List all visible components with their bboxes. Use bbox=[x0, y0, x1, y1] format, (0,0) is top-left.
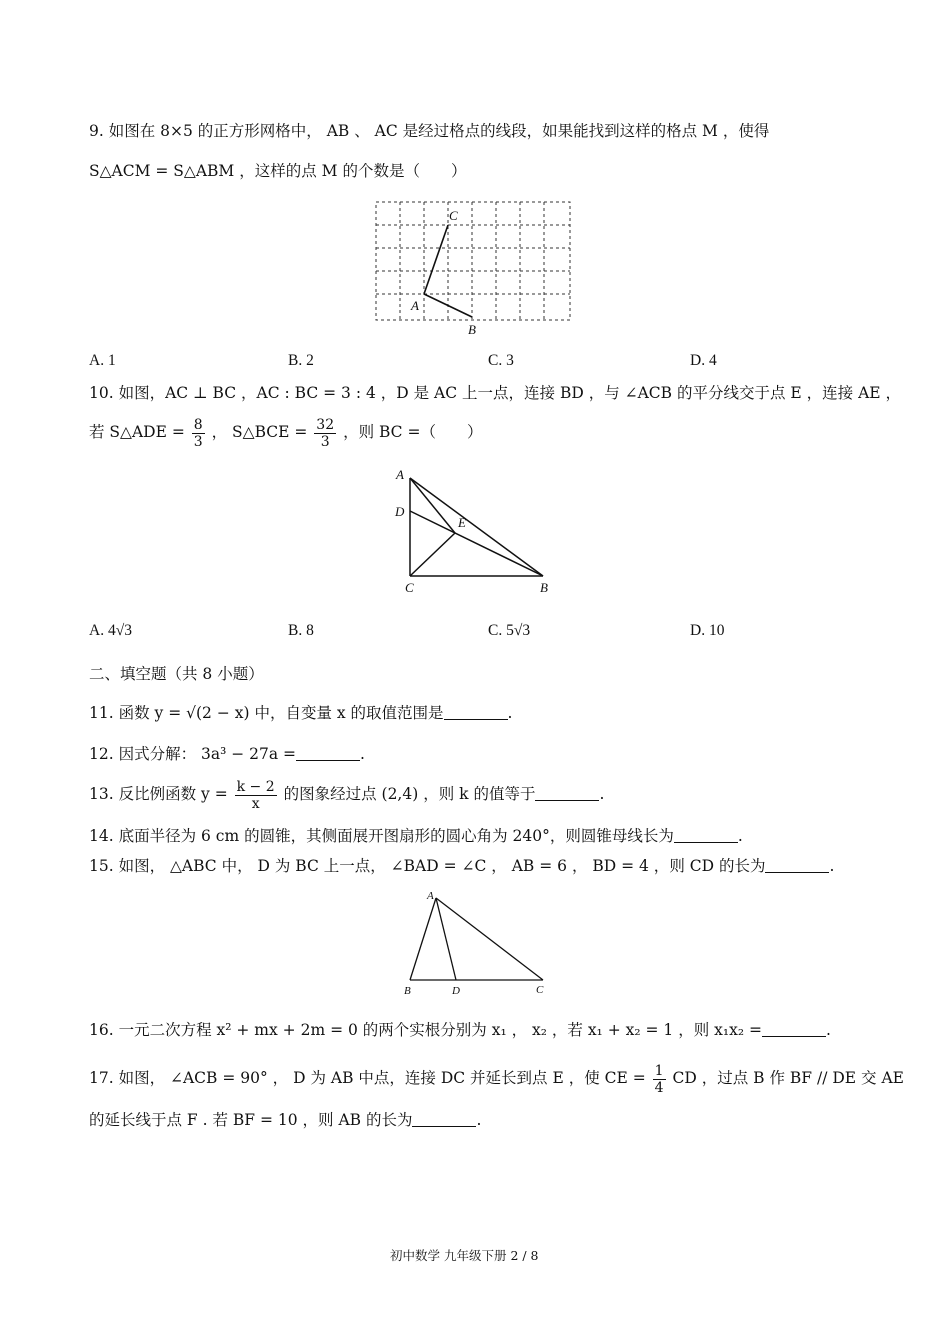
q9-line2: S△ACM = S△ABM ，这样的点 M 的个数是（ ） bbox=[89, 162, 467, 180]
q10-triangle-figure bbox=[390, 466, 560, 596]
q12-text: 12. 因式分解： 3a³ − 27a = bbox=[89, 745, 297, 763]
q10-frac1 bbox=[192, 417, 205, 450]
q14-text: 14. 底面半径为 6 cm 的圆锥，其侧面展开图扇形的圆心角为 240°，则圆锥母线长为 bbox=[89, 827, 674, 845]
label-B: B bbox=[468, 322, 476, 337]
q17-line1 bbox=[89, 1058, 904, 1098]
q13-line bbox=[89, 774, 604, 814]
q13-frac bbox=[235, 779, 277, 812]
label-C: C bbox=[536, 984, 544, 996]
q10-line2 bbox=[89, 414, 482, 450]
label-A: A bbox=[396, 467, 404, 482]
period: . bbox=[825, 1021, 831, 1039]
q16-line bbox=[89, 1020, 831, 1040]
segment-AB bbox=[424, 294, 472, 317]
period: . bbox=[599, 785, 605, 803]
q9-line1: 9. 如图在 8×5 的正方形网格中， AB 、 AC 是经过格点的线段，如果能找到这样的格点 M ，使得 bbox=[89, 122, 770, 140]
q15-triangle-figure bbox=[398, 888, 558, 1000]
q10-line2-pre: 若 S△ADE = bbox=[89, 423, 185, 441]
q9-option-a: A. 1 bbox=[89, 352, 116, 369]
q10-frac2-num: 32 bbox=[316, 416, 335, 433]
q10-frac1-num: 8 bbox=[193, 416, 203, 433]
q13-frac-num: k − 2 bbox=[236, 778, 275, 795]
q11-line bbox=[89, 703, 512, 723]
q10-line2-post: ，则 BC =（ ） bbox=[343, 423, 483, 441]
section-fill-in-title: 二、填空题（共 8 小题） bbox=[89, 665, 264, 683]
q11-text: 11. 函数 y = √(2 − x) 中，自变量 x 的取值范围是 bbox=[89, 704, 444, 722]
q17-frac-den: 4 bbox=[654, 1079, 664, 1096]
q10-frac2 bbox=[314, 417, 336, 450]
q10-option-a: A. 4√3 bbox=[89, 622, 132, 639]
label-B: B bbox=[540, 580, 548, 595]
period: . bbox=[829, 857, 835, 875]
q9-option-c: C. 3 bbox=[488, 352, 514, 369]
q10-line1: 10. 如图，AC ⊥ BC ，AC : BC = 3 : 4 ，D 是 AC 上一点，连接 BD ，与 ∠ACB 的平分线交于点 E ，连接 AE ， bbox=[89, 384, 902, 402]
q10-option-b: B. 8 bbox=[288, 622, 314, 639]
q14-line bbox=[89, 826, 743, 846]
q17-pre: 17. 如图， ∠ACB = 90° ， D 为 AB 中点，连接 DC 并延长到点 E ，使 CE = bbox=[89, 1069, 646, 1087]
q17-line2-text: 的延长线于点 F . 若 BF = 10 ，则 AB 的长为 bbox=[89, 1111, 413, 1129]
q9-grid-figure bbox=[374, 200, 574, 340]
label-C: C bbox=[449, 208, 458, 223]
period: . bbox=[507, 704, 513, 722]
q17-answer-blank[interactable] bbox=[412, 1112, 476, 1127]
label-C: C bbox=[405, 580, 414, 595]
label-D: D bbox=[452, 985, 460, 997]
label-D: D bbox=[395, 504, 405, 519]
period: . bbox=[360, 745, 365, 763]
q13-frac-den: x bbox=[251, 795, 260, 812]
q10-option-c: C. 5√3 bbox=[488, 622, 531, 639]
q12-line bbox=[89, 744, 365, 764]
period: . bbox=[476, 1111, 482, 1129]
q16-text: 16. 一元二次方程 x² + mx + 2m = 0 的两个实根分别为 x₁ ， x₂ ，若 x₁ + x₂ = 1 ，则 x₁x₂ = bbox=[89, 1021, 762, 1039]
label-A: A bbox=[427, 890, 434, 902]
q13-post: 的图象经过点 (2,4) ，则 k 的值等于 bbox=[283, 785, 536, 803]
q11-answer-blank[interactable] bbox=[444, 705, 508, 720]
q13-answer-blank[interactable] bbox=[535, 786, 599, 801]
q13-pre: 13. 反比例函数 y = bbox=[89, 785, 228, 803]
page-footer: 初中数学 九年级下册 2 / 8 bbox=[390, 1248, 539, 1263]
label-E: E bbox=[458, 515, 466, 530]
q15-line bbox=[89, 856, 834, 876]
q10-frac1-den: 3 bbox=[193, 433, 203, 450]
label-B: B bbox=[404, 985, 411, 997]
q17-frac-num: 1 bbox=[654, 1062, 664, 1079]
q15-text: 15. 如图， △ABC 中， D 为 BC 上一点， ∠BAD = ∠C ， AB = 6 ， BD = 4 ，则 CD 的长为 bbox=[89, 857, 766, 875]
q10-line2-mid: ， S△BCE = bbox=[211, 423, 308, 441]
q17-frac bbox=[653, 1063, 666, 1096]
q17-line2 bbox=[89, 1110, 481, 1130]
q9-option-d: D. 4 bbox=[690, 352, 717, 369]
q10-option-d: D. 10 bbox=[690, 622, 725, 639]
q16-answer-blank[interactable] bbox=[762, 1022, 826, 1037]
q14-answer-blank[interactable] bbox=[674, 828, 738, 843]
label-A: A bbox=[411, 298, 419, 313]
period: . bbox=[737, 827, 743, 845]
q15-answer-blank[interactable] bbox=[765, 858, 829, 873]
q12-answer-blank[interactable] bbox=[296, 746, 360, 761]
q9-option-b: B. 2 bbox=[288, 352, 314, 369]
q17-post: CD ，过点 B 作 BF // DE 交 AE bbox=[672, 1069, 904, 1087]
q10-frac2-den: 3 bbox=[320, 433, 330, 450]
segment-AC bbox=[424, 225, 448, 294]
